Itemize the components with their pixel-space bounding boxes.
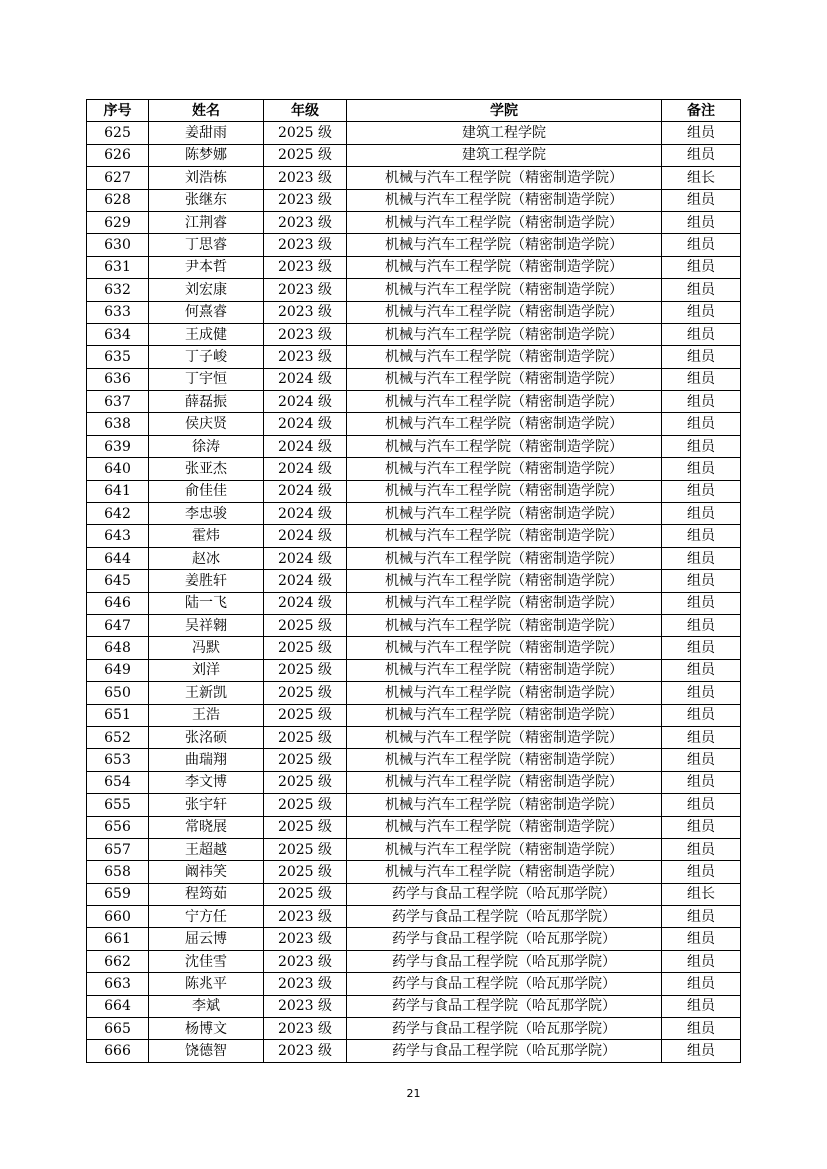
cell-remark: 组员 — [662, 704, 741, 726]
cell-name: 王浩 — [149, 704, 264, 726]
cell-serial-number: 639 — [87, 435, 149, 457]
cell-grade: 2025 级 — [264, 144, 347, 166]
cell-grade: 2025 级 — [264, 749, 347, 771]
cell-grade: 2025 级 — [264, 794, 347, 816]
cell-remark: 组员 — [662, 435, 741, 457]
cell-serial-number: 661 — [87, 928, 149, 950]
cell-name: 宁方任 — [149, 906, 264, 928]
table-row — [87, 391, 741, 413]
cell-remark: 组员 — [662, 794, 741, 816]
cell-college: 机械与汽车工程学院（精密制造学院） — [347, 525, 662, 547]
cell-remark: 组员 — [662, 861, 741, 883]
cell-grade: 2023 级 — [264, 167, 347, 189]
cell-grade: 2025 级 — [264, 816, 347, 838]
cell-college: 机械与汽车工程学院（精密制造学院） — [347, 592, 662, 614]
cell-name: 徐涛 — [149, 435, 264, 457]
cell-remark: 组员 — [662, 323, 741, 345]
cell-grade: 2025 级 — [264, 726, 347, 748]
header-row — [87, 100, 741, 122]
table-row — [87, 704, 741, 726]
cell-college: 机械与汽车工程学院（精密制造学院） — [347, 279, 662, 301]
cell-serial-number: 658 — [87, 861, 149, 883]
cell-remark: 组员 — [662, 928, 741, 950]
table-row — [87, 144, 741, 166]
cell-grade: 2023 级 — [264, 256, 347, 278]
cell-serial-number: 652 — [87, 726, 149, 748]
cell-serial-number: 656 — [87, 816, 149, 838]
table-row — [87, 413, 741, 435]
cell-college: 机械与汽车工程学院（精密制造学院） — [347, 726, 662, 748]
cell-grade: 2024 级 — [264, 480, 347, 502]
cell-name: 饶德智 — [149, 1040, 264, 1062]
cell-grade: 2023 级 — [264, 279, 347, 301]
cell-remark: 组员 — [662, 189, 741, 211]
cell-college: 机械与汽车工程学院（精密制造学院） — [347, 682, 662, 704]
cell-serial-number: 640 — [87, 458, 149, 480]
cell-name: 姜甜雨 — [149, 122, 264, 144]
table-row — [87, 950, 741, 972]
cell-grade: 2023 级 — [264, 973, 347, 995]
cell-remark: 组员 — [662, 950, 741, 972]
cell-remark: 组员 — [662, 458, 741, 480]
table-row — [87, 525, 741, 547]
cell-serial-number: 664 — [87, 995, 149, 1017]
cell-serial-number: 647 — [87, 614, 149, 636]
cell-college: 机械与汽车工程学院（精密制造学院） — [347, 861, 662, 883]
cell-grade: 2023 级 — [264, 189, 347, 211]
cell-name: 张宇轩 — [149, 794, 264, 816]
cell-serial-number: 659 — [87, 883, 149, 905]
cell-college: 机械与汽车工程学院（精密制造学院） — [347, 211, 662, 233]
cell-remark: 组员 — [662, 816, 741, 838]
cell-remark: 组员 — [662, 368, 741, 390]
cell-serial-number: 645 — [87, 570, 149, 592]
cell-name: 张洺硕 — [149, 726, 264, 748]
cell-remark: 组员 — [662, 413, 741, 435]
cell-grade: 2023 级 — [264, 211, 347, 233]
cell-serial-number: 627 — [87, 167, 149, 189]
cell-name: 俞佳佳 — [149, 480, 264, 502]
cell-name: 尹本哲 — [149, 256, 264, 278]
table-row — [87, 928, 741, 950]
cell-serial-number: 633 — [87, 301, 149, 323]
cell-grade: 2024 级 — [264, 391, 347, 413]
cell-college: 机械与汽车工程学院（精密制造学院） — [347, 816, 662, 838]
cell-serial-number: 638 — [87, 413, 149, 435]
cell-serial-number: 635 — [87, 346, 149, 368]
table-row — [87, 659, 741, 681]
table-row — [87, 503, 741, 525]
cell-remark: 组员 — [662, 906, 741, 928]
table-row — [87, 838, 741, 860]
table-row — [87, 480, 741, 502]
table-row — [87, 592, 741, 614]
cell-college: 机械与汽车工程学院（精密制造学院） — [347, 301, 662, 323]
table-header — [87, 100, 741, 122]
cell-name: 刘洋 — [149, 659, 264, 681]
cell-remark: 组员 — [662, 1040, 741, 1062]
table-row — [87, 279, 741, 301]
cell-serial-number: 625 — [87, 122, 149, 144]
cell-name: 程筠茹 — [149, 883, 264, 905]
cell-college: 机械与汽车工程学院（精密制造学院） — [347, 346, 662, 368]
table-row — [87, 861, 741, 883]
cell-serial-number: 655 — [87, 794, 149, 816]
cell-serial-number: 660 — [87, 906, 149, 928]
cell-serial-number: 632 — [87, 279, 149, 301]
cell-serial-number: 629 — [87, 211, 149, 233]
cell-grade: 2023 级 — [264, 1018, 347, 1040]
table-row — [87, 771, 741, 793]
cell-name: 曲瑞翔 — [149, 749, 264, 771]
cell-college: 机械与汽车工程学院（精密制造学院） — [347, 256, 662, 278]
cell-serial-number: 657 — [87, 838, 149, 860]
cell-college: 机械与汽车工程学院（精密制造学院） — [347, 503, 662, 525]
cell-remark: 组长 — [662, 883, 741, 905]
cell-college: 机械与汽车工程学院（精密制造学院） — [347, 323, 662, 345]
cell-grade: 2023 级 — [264, 323, 347, 345]
cell-name: 杨博文 — [149, 1018, 264, 1040]
cell-remark: 组员 — [662, 771, 741, 793]
table-row — [87, 435, 741, 457]
cell-serial-number: 650 — [87, 682, 149, 704]
cell-college: 建筑工程学院 — [347, 122, 662, 144]
cell-college: 机械与汽车工程学院（精密制造学院） — [347, 391, 662, 413]
cell-name: 丁子峻 — [149, 346, 264, 368]
cell-remark: 组员 — [662, 547, 741, 569]
cell-remark: 组员 — [662, 391, 741, 413]
cell-grade: 2025 级 — [264, 861, 347, 883]
cell-name: 侯庆贤 — [149, 413, 264, 435]
header-remark: 备注 — [662, 100, 741, 122]
table-row — [87, 458, 741, 480]
table-row — [87, 570, 741, 592]
cell-college: 机械与汽车工程学院（精密制造学院） — [347, 794, 662, 816]
cell-name: 江荆睿 — [149, 211, 264, 233]
header-serial-number: 序号 — [87, 100, 149, 122]
table-row — [87, 211, 741, 233]
cell-serial-number: 646 — [87, 592, 149, 614]
cell-name: 陆一飞 — [149, 592, 264, 614]
cell-grade: 2025 级 — [264, 771, 347, 793]
cell-remark: 组员 — [662, 144, 741, 166]
cell-grade: 2023 级 — [264, 995, 347, 1017]
cell-grade: 2025 级 — [264, 122, 347, 144]
cell-name: 屈云博 — [149, 928, 264, 950]
cell-serial-number: 651 — [87, 704, 149, 726]
table-row — [87, 122, 741, 144]
table-row — [87, 189, 741, 211]
cell-name: 刘宏康 — [149, 279, 264, 301]
cell-remark: 组员 — [662, 570, 741, 592]
cell-name: 王超越 — [149, 838, 264, 860]
cell-college: 机械与汽车工程学院（精密制造学院） — [347, 547, 662, 569]
cell-grade: 2023 级 — [264, 950, 347, 972]
cell-name: 冯默 — [149, 637, 264, 659]
cell-remark: 组员 — [662, 122, 741, 144]
cell-name: 丁思睿 — [149, 234, 264, 256]
cell-name: 刘浩栋 — [149, 167, 264, 189]
table-row — [87, 167, 741, 189]
cell-college: 机械与汽车工程学院（精密制造学院） — [347, 458, 662, 480]
cell-remark: 组员 — [662, 749, 741, 771]
cell-college: 机械与汽车工程学院（精密制造学院） — [347, 704, 662, 726]
cell-name: 李文博 — [149, 771, 264, 793]
cell-name: 丁宇恒 — [149, 368, 264, 390]
cell-serial-number: 665 — [87, 1018, 149, 1040]
cell-college: 药学与食品工程学院（哈瓦那学院） — [347, 883, 662, 905]
cell-name: 陈梦娜 — [149, 144, 264, 166]
cell-grade: 2024 级 — [264, 503, 347, 525]
cell-serial-number: 637 — [87, 391, 149, 413]
table-row — [87, 1040, 741, 1062]
table-row — [87, 234, 741, 256]
cell-grade: 2025 级 — [264, 838, 347, 860]
cell-name: 沈佳雪 — [149, 950, 264, 972]
cell-remark: 组员 — [662, 973, 741, 995]
cell-serial-number: 643 — [87, 525, 149, 547]
cell-name: 李忠骏 — [149, 503, 264, 525]
cell-name: 李斌 — [149, 995, 264, 1017]
cell-remark: 组员 — [662, 592, 741, 614]
cell-serial-number: 634 — [87, 323, 149, 345]
header-college: 学院 — [347, 100, 662, 122]
cell-grade: 2024 级 — [264, 413, 347, 435]
cell-grade: 2025 级 — [264, 614, 347, 636]
cell-serial-number: 663 — [87, 973, 149, 995]
cell-college: 机械与汽车工程学院（精密制造学院） — [347, 435, 662, 457]
cell-grade: 2023 级 — [264, 346, 347, 368]
table-row — [87, 346, 741, 368]
cell-remark: 组员 — [662, 659, 741, 681]
cell-remark: 组员 — [662, 480, 741, 502]
cell-grade: 2024 级 — [264, 547, 347, 569]
cell-name: 赵冰 — [149, 547, 264, 569]
cell-grade: 2024 级 — [264, 458, 347, 480]
cell-name: 吴祥翱 — [149, 614, 264, 636]
cell-serial-number: 666 — [87, 1040, 149, 1062]
cell-name: 王成健 — [149, 323, 264, 345]
cell-grade: 2024 级 — [264, 525, 347, 547]
cell-remark: 组员 — [662, 726, 741, 748]
table-row — [87, 883, 741, 905]
cell-serial-number: 636 — [87, 368, 149, 390]
cell-serial-number: 648 — [87, 637, 149, 659]
table-body — [87, 122, 741, 1062]
cell-college: 药学与食品工程学院（哈瓦那学院） — [347, 928, 662, 950]
cell-serial-number: 654 — [87, 771, 149, 793]
cell-college: 机械与汽车工程学院（精密制造学院） — [347, 771, 662, 793]
cell-remark: 组员 — [662, 211, 741, 233]
cell-name: 霍炜 — [149, 525, 264, 547]
cell-name: 何熹睿 — [149, 301, 264, 323]
cell-college: 机械与汽车工程学院（精密制造学院） — [347, 570, 662, 592]
cell-college: 机械与汽车工程学院（精密制造学院） — [347, 637, 662, 659]
cell-serial-number: 662 — [87, 950, 149, 972]
cell-grade: 2024 级 — [264, 368, 347, 390]
cell-college: 机械与汽车工程学院（精密制造学院） — [347, 749, 662, 771]
cell-grade: 2023 级 — [264, 1040, 347, 1062]
cell-remark: 组员 — [662, 256, 741, 278]
cell-grade: 2023 级 — [264, 301, 347, 323]
table-row — [87, 973, 741, 995]
cell-college: 药学与食品工程学院（哈瓦那学院） — [347, 995, 662, 1017]
table-row — [87, 816, 741, 838]
cell-remark: 组员 — [662, 614, 741, 636]
cell-name: 常晓展 — [149, 816, 264, 838]
cell-serial-number: 644 — [87, 547, 149, 569]
table-row — [87, 794, 741, 816]
cell-remark: 组员 — [662, 503, 741, 525]
cell-grade: 2023 级 — [264, 928, 347, 950]
cell-grade: 2024 级 — [264, 592, 347, 614]
cell-serial-number: 630 — [87, 234, 149, 256]
cell-college: 药学与食品工程学院（哈瓦那学院） — [347, 973, 662, 995]
header-grade: 年级 — [264, 100, 347, 122]
cell-serial-number: 649 — [87, 659, 149, 681]
cell-serial-number: 642 — [87, 503, 149, 525]
table-row — [87, 749, 741, 771]
cell-name: 阚祎笑 — [149, 861, 264, 883]
cell-name: 张亚杰 — [149, 458, 264, 480]
cell-remark: 组长 — [662, 167, 741, 189]
cell-college: 药学与食品工程学院（哈瓦那学院） — [347, 906, 662, 928]
table-row — [87, 547, 741, 569]
cell-grade: 2024 级 — [264, 570, 347, 592]
page-number: 21 — [406, 1087, 421, 1100]
table-row — [87, 906, 741, 928]
cell-serial-number: 626 — [87, 144, 149, 166]
cell-grade: 2023 级 — [264, 234, 347, 256]
cell-college: 机械与汽车工程学院（精密制造学院） — [347, 480, 662, 502]
cell-remark: 组员 — [662, 279, 741, 301]
cell-name: 薛磊振 — [149, 391, 264, 413]
cell-name: 姜胜轩 — [149, 570, 264, 592]
table-row — [87, 726, 741, 748]
cell-college: 机械与汽车工程学院（精密制造学院） — [347, 167, 662, 189]
cell-college: 机械与汽车工程学院（精密制造学院） — [347, 413, 662, 435]
cell-grade: 2025 级 — [264, 659, 347, 681]
cell-college: 机械与汽车工程学院（精密制造学院） — [347, 234, 662, 256]
table-row — [87, 323, 741, 345]
table-row — [87, 256, 741, 278]
cell-remark: 组员 — [662, 346, 741, 368]
cell-name: 王新凯 — [149, 682, 264, 704]
cell-name: 陈兆平 — [149, 973, 264, 995]
member-table — [86, 99, 741, 1063]
table-row — [87, 614, 741, 636]
cell-remark: 组员 — [662, 838, 741, 860]
cell-college: 药学与食品工程学院（哈瓦那学院） — [347, 1018, 662, 1040]
cell-serial-number: 628 — [87, 189, 149, 211]
cell-college: 机械与汽车工程学院（精密制造学院） — [347, 189, 662, 211]
table-row — [87, 682, 741, 704]
cell-grade: 2023 级 — [264, 906, 347, 928]
cell-remark: 组员 — [662, 1018, 741, 1040]
cell-college: 药学与食品工程学院（哈瓦那学院） — [347, 1040, 662, 1062]
cell-college: 机械与汽车工程学院（精密制造学院） — [347, 838, 662, 860]
cell-serial-number: 653 — [87, 749, 149, 771]
cell-grade: 2024 级 — [264, 435, 347, 457]
table-row — [87, 368, 741, 390]
table-row — [87, 301, 741, 323]
cell-grade: 2025 级 — [264, 704, 347, 726]
cell-remark: 组员 — [662, 301, 741, 323]
cell-college: 建筑工程学院 — [347, 144, 662, 166]
cell-college: 机械与汽车工程学院（精密制造学院） — [347, 659, 662, 681]
cell-college: 机械与汽车工程学院（精密制造学院） — [347, 368, 662, 390]
table-row — [87, 995, 741, 1017]
cell-grade: 2025 级 — [264, 883, 347, 905]
cell-name: 张继东 — [149, 189, 264, 211]
cell-remark: 组员 — [662, 637, 741, 659]
cell-remark: 组员 — [662, 234, 741, 256]
cell-grade: 2025 级 — [264, 682, 347, 704]
header-name: 姓名 — [149, 100, 264, 122]
cell-serial-number: 641 — [87, 480, 149, 502]
cell-college: 药学与食品工程学院（哈瓦那学院） — [347, 950, 662, 972]
cell-college: 机械与汽车工程学院（精密制造学院） — [347, 614, 662, 636]
cell-remark: 组员 — [662, 525, 741, 547]
cell-remark: 组员 — [662, 682, 741, 704]
table-row — [87, 1018, 741, 1040]
cell-grade: 2025 级 — [264, 637, 347, 659]
table-row — [87, 637, 741, 659]
cell-serial-number: 631 — [87, 256, 149, 278]
cell-remark: 组员 — [662, 995, 741, 1017]
